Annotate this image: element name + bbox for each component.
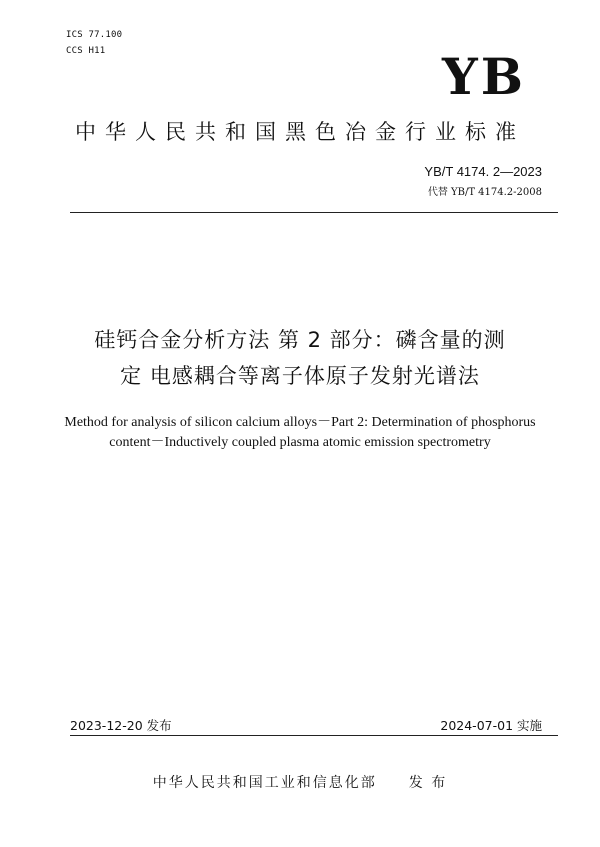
english-title-line-2: content－Inductively coupled plasma atomic emission spectrometry [109, 435, 491, 450]
ccs-code: CCS H11 [66, 46, 106, 56]
standard-category-title: 中华人民共和国黑色冶金行业标准 [75, 120, 525, 144]
issue-date: 2023-12-20 发布 [70, 718, 172, 733]
issuer-line [0, 772, 600, 792]
chinese-title-line-1: 硅钙合金分析方法 第 2 部分：磷含量的测 [94, 328, 506, 352]
replaces-standard: 代替 YB/T 4174.2-2008 [427, 187, 542, 198]
yb-logo: YB [442, 47, 526, 106]
chinese-title-line-2: 定 电感耦合等离子体原子发射光谱法 [120, 364, 480, 388]
standard-number: YB/T 4174. 2—2023 [424, 164, 542, 179]
issuer-action: 发 布 [408, 775, 448, 791]
english-title-line-1: Method for analysis of silicon calcium alloys－Part 2: Determination of phosphorus [64, 415, 536, 430]
issuer-name: 中华人民共和国工业和信息化部 [152, 775, 377, 791]
ics-code: ICS 77.100 [66, 30, 123, 40]
footer-divider [70, 735, 558, 736]
implementation-date: 2024-07-01 实施 [440, 718, 542, 733]
header-divider [70, 212, 558, 213]
